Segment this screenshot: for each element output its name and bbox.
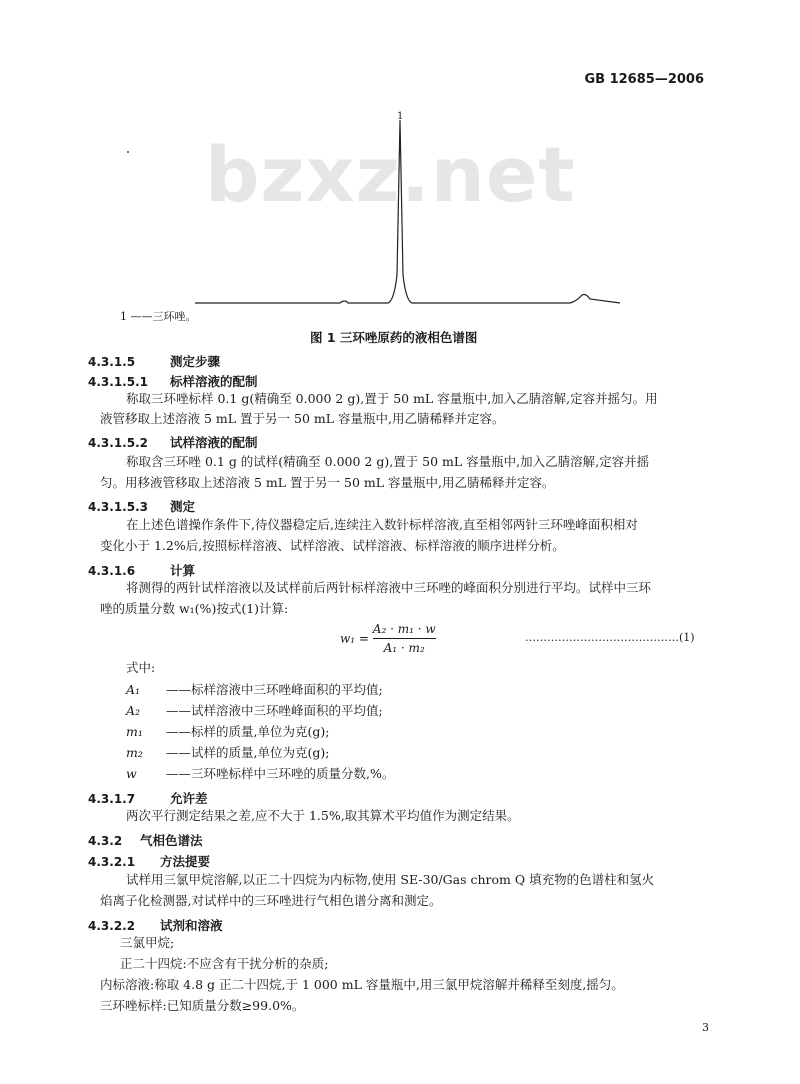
paragraph-line: 在上述色谱操作条件下,待仪器稳定后,连续注入数针标样溶液,直至相邻两针三环唑峰面积相对 bbox=[126, 517, 638, 532]
section-heading: 4.3.1.7 允许差 bbox=[88, 791, 208, 806]
standard-number: GB 12685—2006 bbox=[584, 72, 704, 87]
paragraph-line: 试样用三氯甲烷溶解,以正二十四烷为内标物,使用 SE-30/Gas chrom Q 填充物的色谱柱和氢火 bbox=[126, 872, 655, 887]
section-heading: 4.3.1.5.2 试样溶液的配制 bbox=[88, 435, 258, 450]
definition-item: A₁ ——标样溶液中三环唑峰面积的平均值; bbox=[126, 682, 383, 697]
paragraph-line: 称取三环唑标样 0.1 g(精确至 0.000 2 g),置于 50 mL 容量瓶中,加入乙腈溶解,定容并摇匀。用 bbox=[126, 391, 658, 406]
reagent-item: 三环唑标样:已知质量分数≥99.0%。 bbox=[100, 998, 305, 1013]
formula-numerator: A₂ · m₁ · w bbox=[372, 622, 436, 636]
section-heading: 4.3.2.2 试剂和溶液 bbox=[88, 918, 223, 933]
section-heading: 4.3.2.1 方法提要 bbox=[88, 854, 211, 869]
peak-label: 1 bbox=[397, 111, 404, 122]
formula-fraction bbox=[373, 622, 436, 655]
paragraph-line: 焰离子化检测器,对试样中的三环唑进行气相色谱分离和测定。 bbox=[100, 893, 442, 908]
reagent-item: 正二十四烷:不应含有干扰分析的杂质; bbox=[120, 956, 329, 971]
figure-legend: 1 ——三环唑。 bbox=[120, 310, 197, 323]
paragraph-line: 匀。用移液管移取上述溶液 5 mL 置于另一 50 mL 容量瓶中,用乙腈稀释并定容。 bbox=[100, 475, 555, 490]
section-heading: 4.3.1.5 测定步骤 bbox=[88, 354, 221, 369]
section-heading: 4.3.1.6 计算 bbox=[88, 563, 196, 578]
where-label: 式中: bbox=[126, 660, 156, 675]
formula-lhs: w₁ = bbox=[340, 631, 369, 646]
definition-item: w ——三环唑标样中三环唑的质量分数,%。 bbox=[126, 766, 395, 781]
section-heading: 4.3.2 气相色谱法 bbox=[88, 833, 203, 848]
chromatogram-trace bbox=[195, 120, 620, 303]
figure-caption: 图 1 三环唑原药的液相色谱图 bbox=[310, 330, 478, 345]
section-heading: 4.3.1.5.1 标样溶液的配制 bbox=[88, 374, 258, 389]
formula bbox=[340, 622, 436, 655]
formula-denominator: A₁ · m₂ bbox=[383, 641, 425, 655]
paragraph-line: 两次平行测定结果之差,应不大于 1.5%,取其算术平均值作为测定结果。 bbox=[126, 808, 520, 823]
paragraph-line: 唑的质量分数 w₁(%)按式(1)计算: bbox=[100, 601, 289, 616]
definition-item: A₂ ——试样溶液中三环唑峰面积的平均值; bbox=[126, 703, 383, 718]
watermark: bzxz.net bbox=[205, 130, 576, 219]
paragraph-line: 变化小于 1.2%后,按照标样溶液、试样溶液、试样溶液、标样溶液的顺序进样分析。 bbox=[100, 538, 565, 553]
section-heading: 4.3.1.5.3 测定 bbox=[88, 499, 196, 514]
paragraph-line: 液管移取上述溶液 5 mL 置于另一 50 mL 容量瓶中,用乙腈稀释并定容。 bbox=[100, 411, 505, 426]
definition-item: m₂ ——试样的质量,单位为克(g); bbox=[126, 745, 330, 760]
definition-item: m₁ ——标样的质量,单位为克(g); bbox=[126, 724, 330, 739]
chromatogram-figure bbox=[120, 105, 630, 315]
paragraph-line: 称取含三环唑 0.1 g 的试样(精确至 0.000 2 g),置于 50 mL 容量瓶中,加入乙腈溶解,定容并摇 bbox=[126, 454, 650, 469]
reagent-item: 内标溶液:称取 4.8 g 正二十四烷,于 1 000 mL 容量瓶中,用三氯甲烷溶解并稀释至刻度,摇匀。 bbox=[100, 977, 624, 992]
page-number: 3 bbox=[702, 1021, 709, 1034]
paragraph-line: 将测得的两针试样溶液以及试样前后两针标样溶液中三环唑的峰面积分别进行平均。试样中三环 bbox=[126, 580, 652, 595]
reagent-item: 三氯甲烷; bbox=[120, 935, 175, 950]
formula-number: ……………………………………(1) bbox=[525, 631, 695, 644]
